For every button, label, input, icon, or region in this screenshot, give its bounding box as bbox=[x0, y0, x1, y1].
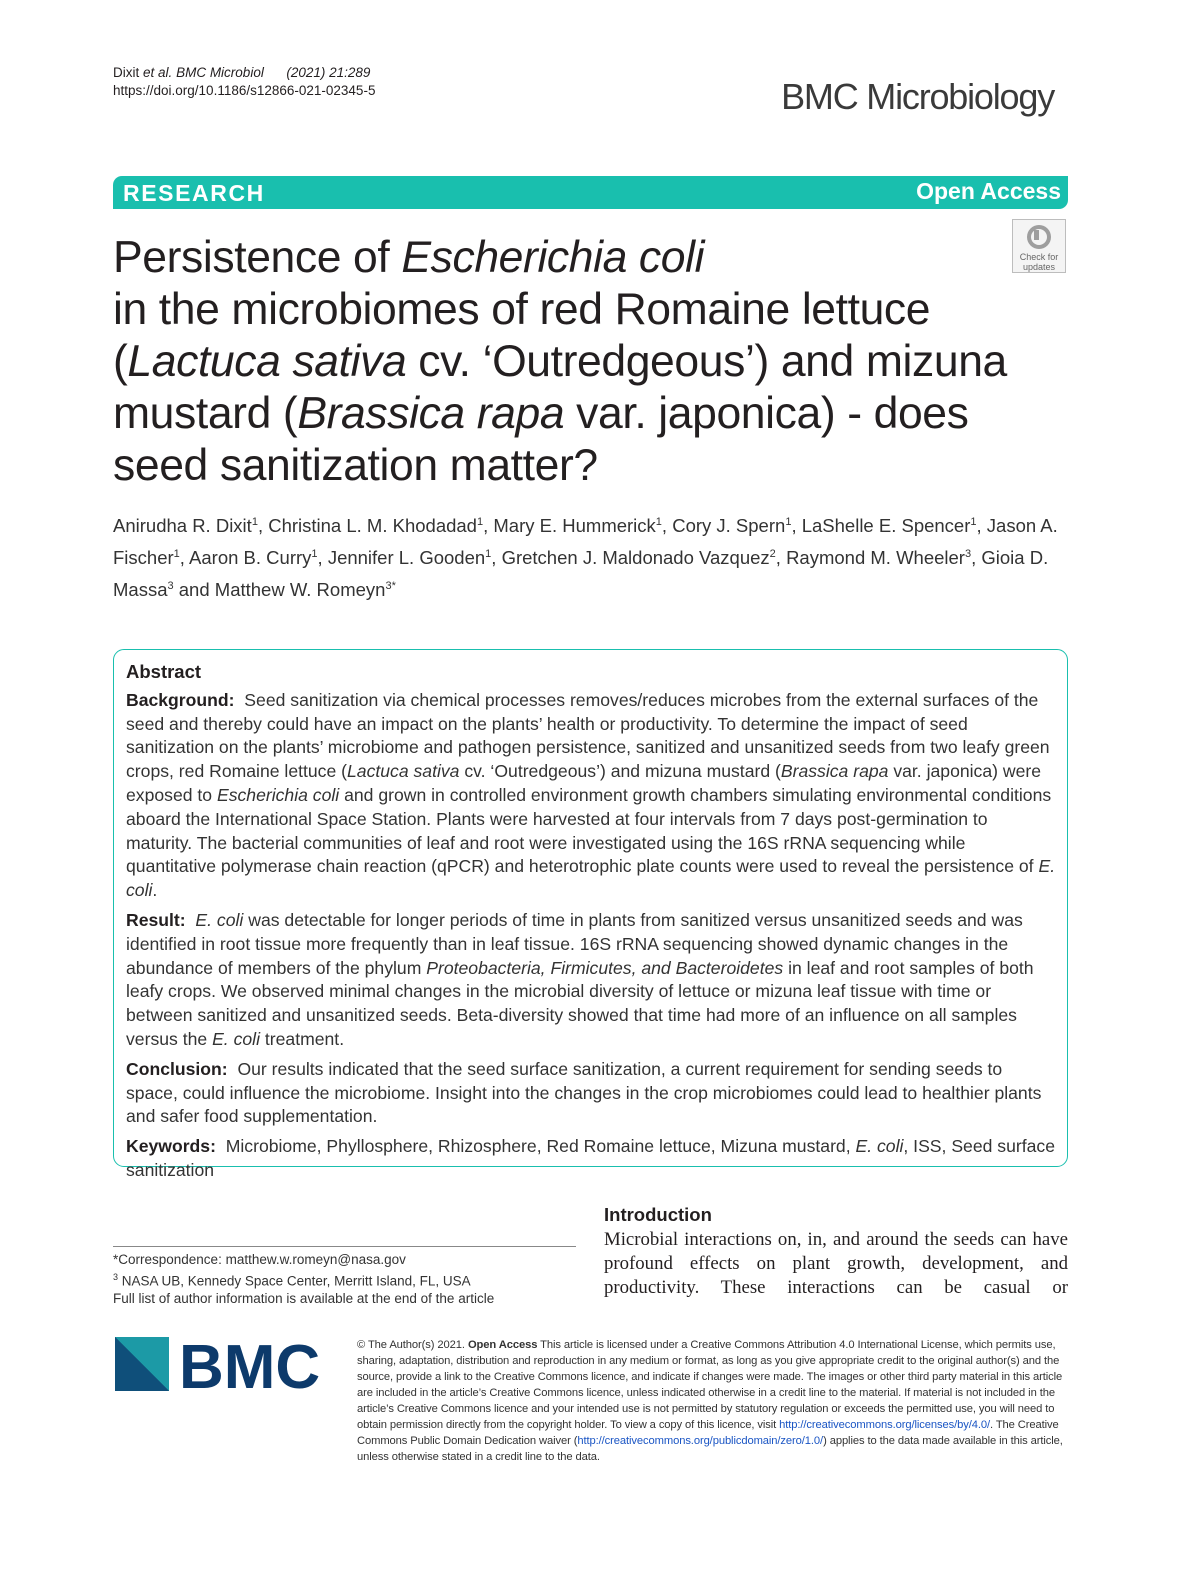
author-list bbox=[113, 508, 1063, 604]
introduction-heading: Introduction bbox=[604, 1204, 712, 1225]
author-separator: , bbox=[971, 547, 982, 569]
journal-name: BMC Microbiology bbox=[781, 76, 1054, 117]
author-info-note: Full list of author information is available at the end of the article bbox=[113, 1290, 495, 1306]
author-affiliation: 1 bbox=[485, 548, 492, 561]
author-name[interactable]: Gretchen J. Maldonado Vazquez bbox=[501, 547, 770, 569]
text-run: cv. ‘Outredgeous’) and mizuna mustard ( bbox=[459, 761, 781, 782]
author-separator: , bbox=[491, 547, 502, 569]
text-run: was detectable for longer periods of time in plants from sanitized versus unsanitized seeds and was identified in root tissue more frequently than in leaf tissue. 16S rRNA sequencing showed dynamic changes in the abundance of members of the phylum bbox=[126, 909, 1023, 978]
citation-year-volume: (2021) 21:289 bbox=[286, 65, 371, 80]
text-run: . bbox=[152, 880, 158, 901]
text-run: in leaf and root samples of both leafy crops. We observed minimal changes in the microbial diversity of lettuce or mizuna leaf tissue with time or between sanitized and unsanitized seeds. Beta-diversity showed that time had more of an influence on all samples versus the bbox=[126, 957, 1034, 1049]
article-type-label: RESEARCH bbox=[123, 180, 265, 206]
text-run: Proteobacteria, Firmicutes, and Bacteroidetes bbox=[426, 957, 784, 978]
text-run: Our results indicated that the seed surface sanitization, a current requirement for sending seeds to space, could influence the microbiome. Insight into the changes in the crop microbiomes could lead to healthier plants and safer food supplementation. bbox=[126, 1058, 1042, 1127]
author-separator: , bbox=[775, 547, 787, 569]
text-run: Escherichia coli bbox=[216, 784, 340, 805]
author-affiliation: 1 bbox=[251, 516, 258, 528]
author-name[interactable]: Mary E. Hummerick bbox=[493, 515, 656, 537]
open-access-label: Open Access bbox=[916, 178, 1061, 204]
license-link[interactable]: http://creativecommons.org/licenses/by/4.0/ bbox=[779, 1419, 990, 1431]
text-run: E. coli bbox=[855, 1136, 904, 1157]
affiliation-note: $^3$ NASA UB, Kennedy Space Center, Merritt Island, FL, USA bbox=[113, 1271, 471, 1288]
text-run: treatment. bbox=[259, 1028, 345, 1049]
text-run: E. coli bbox=[212, 1028, 260, 1049]
abstract-heading: Abstract bbox=[126, 661, 202, 682]
author-name[interactable]: LaShelle E. Spencer bbox=[801, 515, 971, 537]
author-separator: , bbox=[483, 515, 494, 537]
license-run: ) applies to the data made available in this article, unless otherwise stated in a credit line to the data. bbox=[357, 1435, 1063, 1463]
article-citation bbox=[113, 64, 375, 100]
author-affiliation: 3* bbox=[385, 580, 396, 593]
author-name[interactable]: Matthew W. Romeyn bbox=[214, 579, 386, 601]
text-run: Microbiome, Phyllosphere, Rhizosphere, Red Romaine lettuce, Mizuna mustard, bbox=[225, 1136, 856, 1157]
text-run: Seed sanitization via chemical processes removes/reduces microbes from the external surfaces of the seed and thereby could have an impact on the plants’ health or productivity. To determine the impact of seed sanitization on the plants’ microbiome and pathogen persistence, sanitized and unsanitized seeds from two leafy green crops, red Romaine lettuce ( bbox=[126, 689, 1050, 782]
author-affiliation: 3 bbox=[167, 580, 174, 593]
author-separator: , bbox=[791, 515, 802, 537]
abstract-conclusion: Conclusion: Our results indicated that the seed surface sanitization, a current requirement for sending seeds to space, could influence the microbiome. Insight into the changes in the crop microbiomes could lead to healthier plants and safer food supplementation. bbox=[126, 1058, 1042, 1127]
abstract-box bbox=[113, 649, 1068, 1180]
author-affiliation: 1 bbox=[655, 516, 662, 528]
author-name[interactable]: Christina L. M. Khodadad bbox=[268, 515, 477, 537]
author-name[interactable]: Jason A. Fischer bbox=[113, 515, 1058, 569]
license-open-access: Open Access bbox=[467, 1339, 538, 1351]
check-updates-label: Check for updates bbox=[1019, 252, 1059, 272]
citation-journal: BMC Microbiol bbox=[176, 65, 264, 80]
license-link[interactable]: http://creativecommons.org/publicdomain/zero/1.0/ bbox=[577, 1435, 824, 1447]
author-separator: , bbox=[257, 515, 269, 537]
correspondence-note: *Correspondence: matthew.w.romeyn@nasa.gov bbox=[113, 1252, 406, 1267]
license-run: © The Author(s) 2021. bbox=[357, 1339, 468, 1351]
author-affiliation: 1 bbox=[173, 548, 180, 561]
bmc-logo-text: BMC bbox=[179, 1337, 321, 1391]
author-affiliation: 1 bbox=[311, 548, 318, 561]
author-name[interactable]: Cory J. Spern bbox=[672, 515, 786, 537]
author-name[interactable]: Aaron B. Curry bbox=[189, 547, 312, 569]
citation-author: Dixit bbox=[113, 65, 140, 80]
text-run: , ISS, Seed surface sanitization bbox=[126, 1136, 1055, 1180]
author-name[interactable]: Raymond M. Wheeler bbox=[786, 547, 965, 569]
doi-link[interactable]: https://doi.org/10.1186/s12866-021-02345-5 bbox=[113, 83, 376, 98]
author-name[interactable]: Jennifer L. Gooden bbox=[327, 547, 486, 569]
abstract-result: Result: E. coli was detectable for longer periods of time in plants from sanitized versus unsanitized seeds and was identified in root tissue more frequently than in leaf tissue. 16S rRNA sequencing showed dynamic changes in the abundance of members of the phylum Proteobacteria, Firmicutes, and Bacteroidetes in leaf and root samples of both leafy crops. We observed minimal changes in the microbial diversity of lettuce or mizuna leaf tissue with time or between sanitized and unsanitized seeds. Beta-diversity showed that time had more of an influence on all samples versus the E. coli treatment. bbox=[126, 909, 1034, 1049]
text-run: E. coli bbox=[126, 856, 1056, 901]
author-affiliation: 1 bbox=[970, 516, 977, 528]
abstract-keywords: Keywords: Microbiome, Phyllosphere, Rhizosphere, Red Romaine lettuce, Mizuna mustard, E. coli, ISS, Seed surface sanitization bbox=[126, 1136, 1055, 1180]
author-affiliation: 1 bbox=[785, 516, 792, 528]
author-separator: , bbox=[976, 515, 987, 537]
license-text bbox=[357, 1337, 1069, 1465]
abstract-background: Background: Seed sanitization via chemical processes removes/reduces microbes from the external surfaces of the seed and thereby could have an impact on the plants’ health or productivity. To determine the impact of seed sanitization on the plants’ microbiome and pathogen persistence, sanitized and unsanitized seeds from two leafy green crops, red Romaine lettuce (Lactuca sativa cv. ‘Outredgeous’) and mizuna mustard (Brassica rapa var. japonica) were exposed to Escherichia coli and grown in controlled environment growth chambers simulating environmental conditions aboard the International Space Station. Plants were harvested at four intervals from 7 days post-germination to maturity. The bacterial communities of leaf and root were investigated using the 16S rRNA sequencing while quantitative polymerase chain reaction (qPCR) and heterotrophic plate counts were used to reveal the persistence of E. coli. bbox=[126, 689, 1056, 901]
bmc-logo bbox=[115, 1337, 327, 1391]
article-type-banner bbox=[113, 176, 1068, 209]
text-run: var. japonica) were exposed to bbox=[126, 761, 1042, 805]
author-separator: and bbox=[173, 579, 215, 601]
author-separator: , bbox=[179, 547, 190, 569]
footnote-divider bbox=[113, 1246, 576, 1247]
footnotes bbox=[113, 1251, 494, 1307]
license-run: . The Creative Commons Public Domain Dedication waiver ( bbox=[357, 1419, 1059, 1447]
author-separator: , bbox=[317, 547, 328, 569]
text-run: E. coli bbox=[195, 909, 244, 930]
author-affiliation: 1 bbox=[476, 516, 484, 528]
citation-etal: et al. bbox=[143, 65, 173, 80]
author-affiliation: 2 bbox=[769, 548, 776, 561]
text-run: and grown in controlled environment growth chambers simulating environmental conditions aboard the International Space Station. Plants were harvested at four intervals from 7 days post-germination to maturity. The bacterial communities of leaf and root were investigated using the 16S rRNA sequencing while quantitative polymerase chain reaction (qPCR) and heterotrophic plate counts were used to reveal the persistence of bbox=[126, 784, 1052, 877]
author-affiliation: 3 bbox=[964, 548, 972, 561]
author-separator: , bbox=[661, 515, 673, 537]
author-name[interactable]: Gioia D. Massa bbox=[113, 547, 1049, 601]
introduction-text: Microbial interactions on, in, and around the seeds can have profound effects on plant growth, development, and productivity. These interactions can be casual or bbox=[604, 1229, 1068, 1298]
text-run: Brassica rapa bbox=[780, 761, 889, 782]
article-title: Persistence of Escherichia coli in the microbiomes of red Romaine lettuce (Lactuca sativa cv. ‘Outredgeous’) and mizuna mustard (Brassica rapa var. japonica) - does seed sanitization matter? bbox=[113, 233, 1007, 490]
author-name[interactable]: Anirudha R. Dixit bbox=[113, 515, 252, 537]
text-run: Lactuca sativa bbox=[347, 761, 460, 782]
license-run: This article is licensed under a Creative Commons Attribution 4.0 International License, which permits use, sharing, adaptation, distribution and reproduction in any medium or format, as long as you give appropriate credit to the original author(s) and the source, provide a link to the Creative Commons licence, and indicate if changes were made. The images or other third party material in this article are included in the article’s Creative Commons licence, unless indicated otherwise in a credit line to the material. If material is not included in the article’s Creative Commons licence and your intended use is not permitted by statutory regulation or exceeds the permitted use, you will need to obtain permission directly from the copyright holder. To view a copy of this licence, visit bbox=[357, 1339, 1063, 1431]
